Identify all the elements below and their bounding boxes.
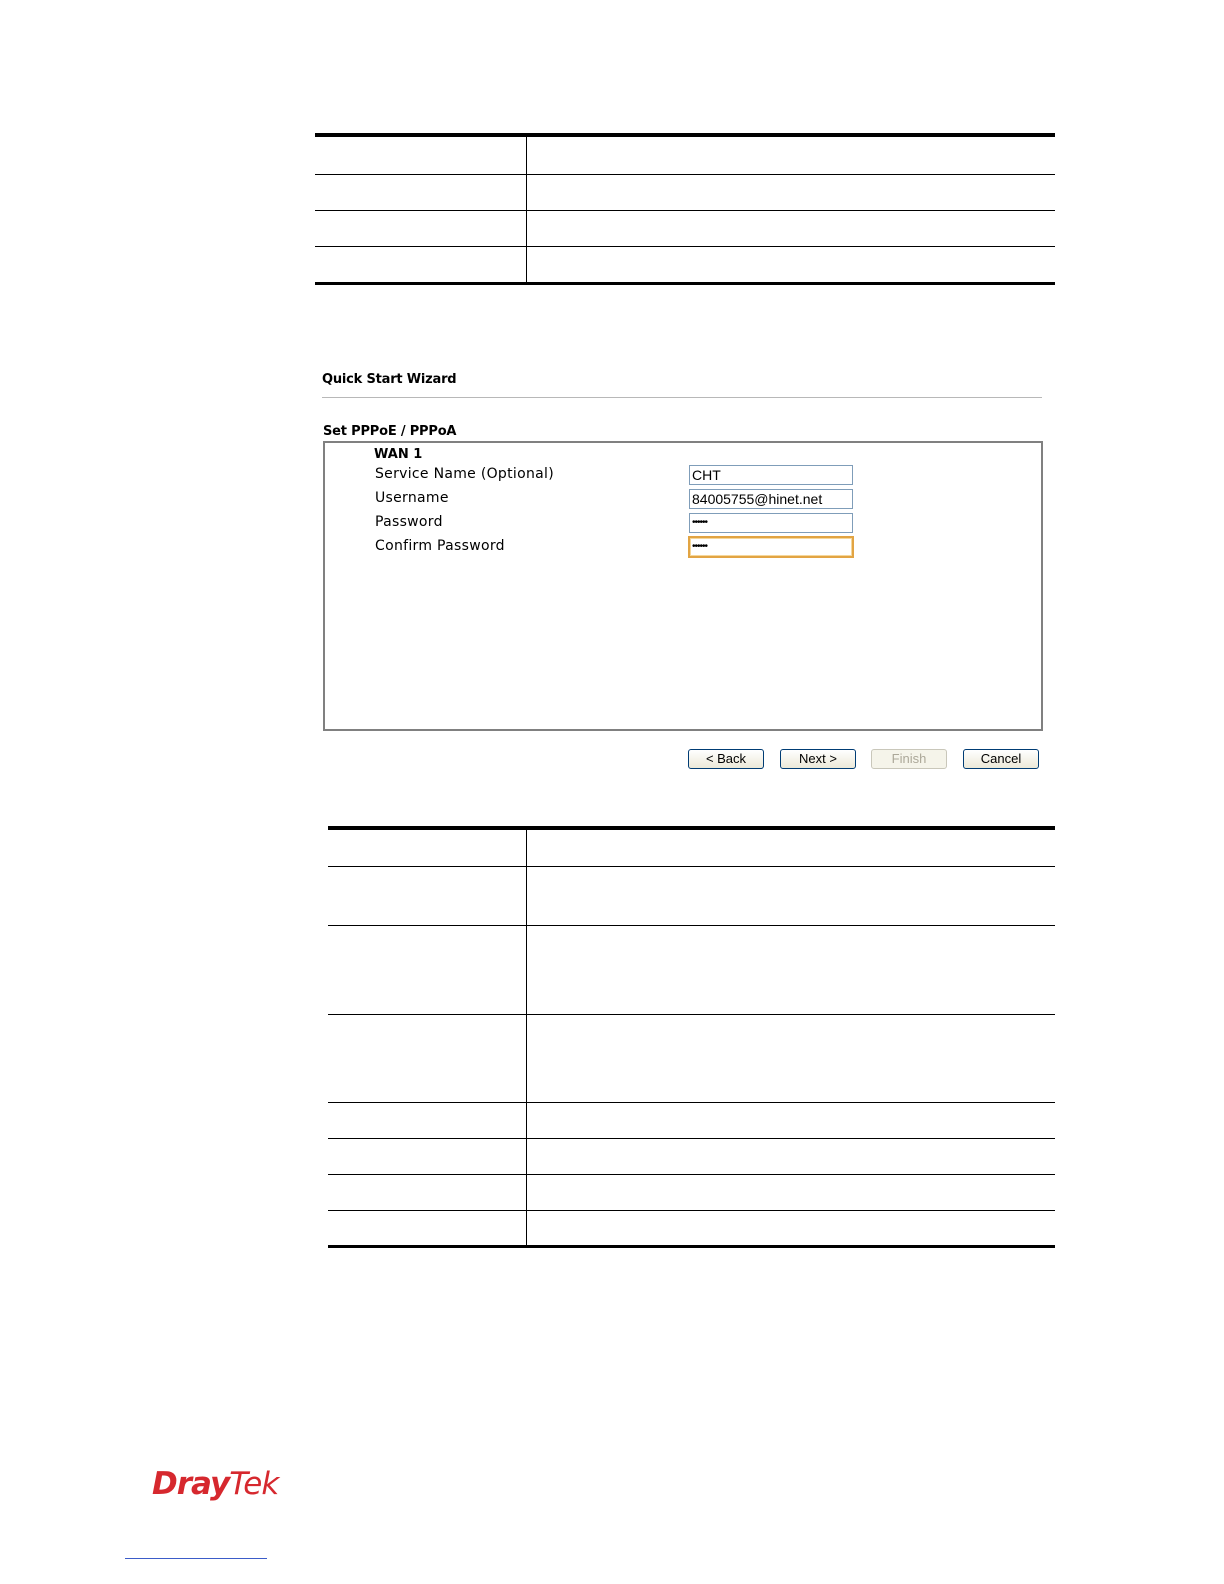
pppoe-settings-panel [323,441,1043,731]
title-separator [322,397,1042,398]
table-row [328,925,1055,1014]
table-row [328,1174,1055,1210]
confirm-password-input[interactable] [688,536,854,558]
cancel-button[interactable]: Cancel [963,749,1039,769]
draytek-logo: DrayTek [152,1466,279,1502]
finish-button: Finish [871,749,947,769]
wan-label: WAN 1 [374,447,423,462]
password-input[interactable] [689,513,853,533]
wizard-title: Quick Start Wizard [322,372,457,387]
table-row [328,1102,1055,1138]
back-button[interactable]: < Back [688,749,764,769]
table-row [315,136,1055,174]
username-input[interactable] [689,489,853,509]
table-row [328,1014,1055,1102]
bottom-description-table [328,826,1055,1248]
service-name-label: Service Name (Optional) [375,466,554,482]
top-description-table [315,133,1055,285]
table-row [328,829,1055,866]
table-row [315,174,1055,210]
username-label: Username [375,490,449,506]
table-row [315,210,1055,246]
section-title: Set PPPoE / PPPoA [323,424,457,439]
confirm-password-label: Confirm Password [375,538,505,554]
footer-line [125,1558,267,1559]
table-row [328,1138,1055,1174]
table-row [328,1210,1055,1245]
service-name-input[interactable] [689,465,853,485]
table-row [328,866,1055,925]
table-row [315,246,1055,282]
next-button[interactable]: Next > [780,749,856,769]
password-label: Password [375,514,443,530]
